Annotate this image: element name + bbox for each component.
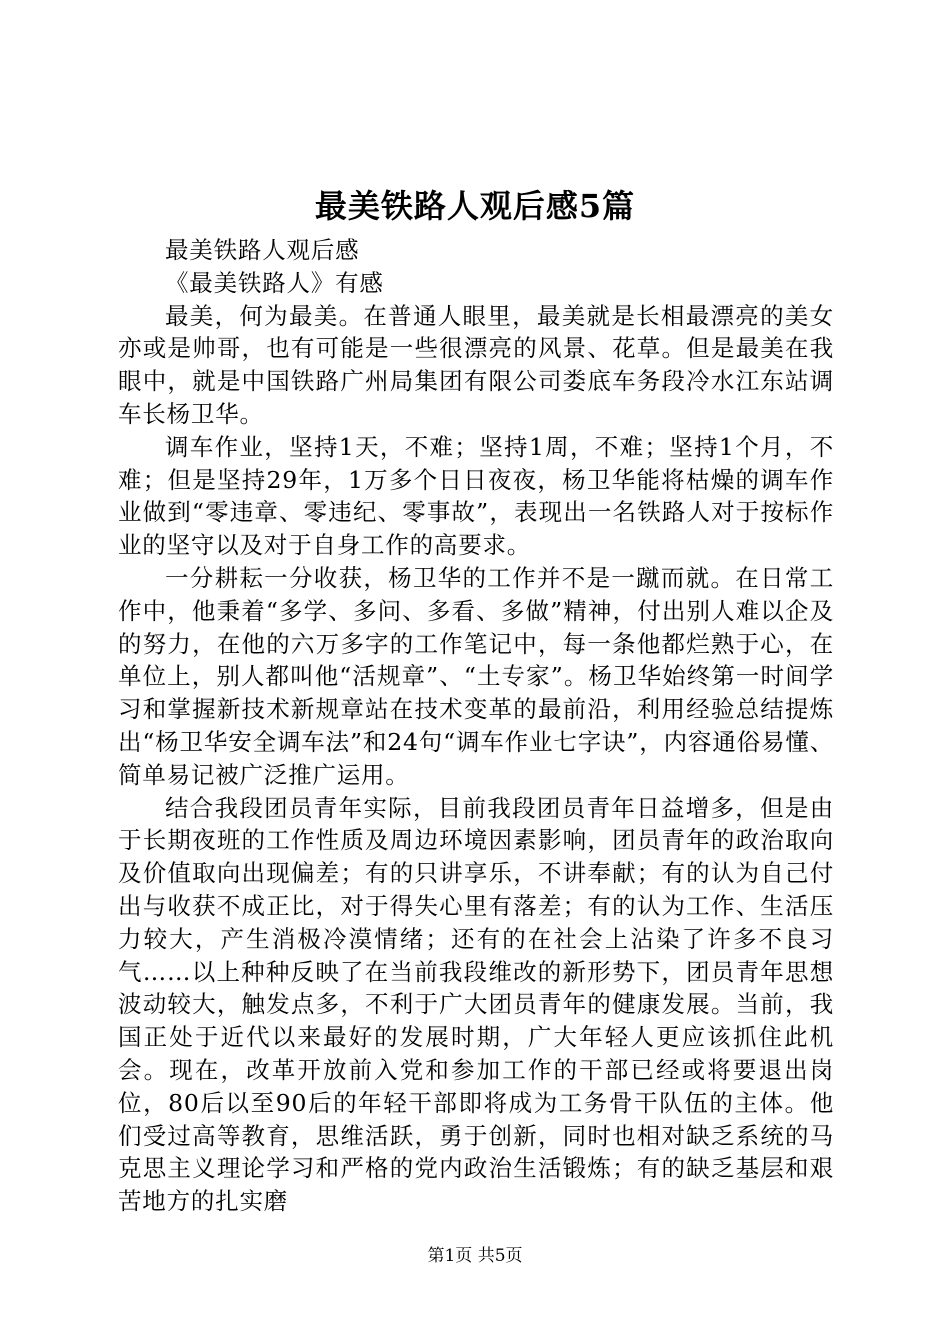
paragraph: 最美，何为最美。在普通人眼里，最美就是长相最漂亮的美女亦或是帅哥，也有可能是一些很漂亮的风景、花草。但是最美在我眼中，就是中国铁路广州局集团有限公司娄底车务段冷水江东站调车长杨卫华。 — [118, 301, 834, 428]
document-body — [118, 234, 834, 1218]
page-footer: 第1页 共5页 — [427, 1246, 523, 1266]
paragraph-heading: 《最美铁路人》有感 — [165, 268, 384, 297]
paragraph-subtitle: 最美铁路人观后感 — [165, 236, 360, 264]
document-title: 最美铁路人观后感5篇 — [314, 187, 636, 225]
paragraph: 结合我段团员青年实际，目前我段团员青年日益增多，但是由于长期夜班的工作性质及周边环境因素影响，团员青年的政治取向及价值取向出现偏差；有的只讲享乐，不讲奉献；有的认为自己付出与收获不成正比，对于得失心里有落差；有的认为工作、生活压力较大，产生消极冷漠情绪；还有的在社会上沾染了许多不良习气……以上种种反映了在当前我段维改的新形势下，团员青年思想波动较大，触发点多，不利于广大团员青年的健康发展。当前，我国正处于近代以来最好的发展时期，广大年轻人更应该抓住此机会。现在，改革开放前入党和参加工作的干部已经或将要退出岗位，80后以至90后的年轻干部即将成为工务骨干队伍的主体。他们受过高等教育，思维活跃，勇于创新，同时也相对缺乏系统的马克思主义理论学习和严格的党内政治生活锻炼；有的缺乏基层和艰苦地方的扎实磨 — [118, 793, 834, 1216]
paragraph: 一分耕耘一分收获，杨卫华的工作并不是一蹴而就。在日常工作中，他秉着“多学、多问、多看、多做”精神，付出别人难以企及的努力，在他的六万多字的工作笔记中，每一条他都烂熟于心，在单位上，别人都叫他“活规章”、“土专家”。杨卫华始终第一时间学习和掌握新技术新规章站在技术变革的最前沿，利用经验总结提炼出“杨卫华安全调车法”和24句“调车作业七字诀”，内容通俗易懂、简单易记被广泛推广运用。 — [118, 563, 834, 789]
paragraph: 调车作业，坚持1天，不难；坚持1周，不难；坚持1个月，不难；但是坚持29年，1万多个日日夜夜，杨卫华能将枯燥的调车作业做到“零违章、零违纪、零事故”，表现出一名铁路人对于按标作业的坚守以及对于自身工作的高要求。 — [118, 432, 834, 560]
